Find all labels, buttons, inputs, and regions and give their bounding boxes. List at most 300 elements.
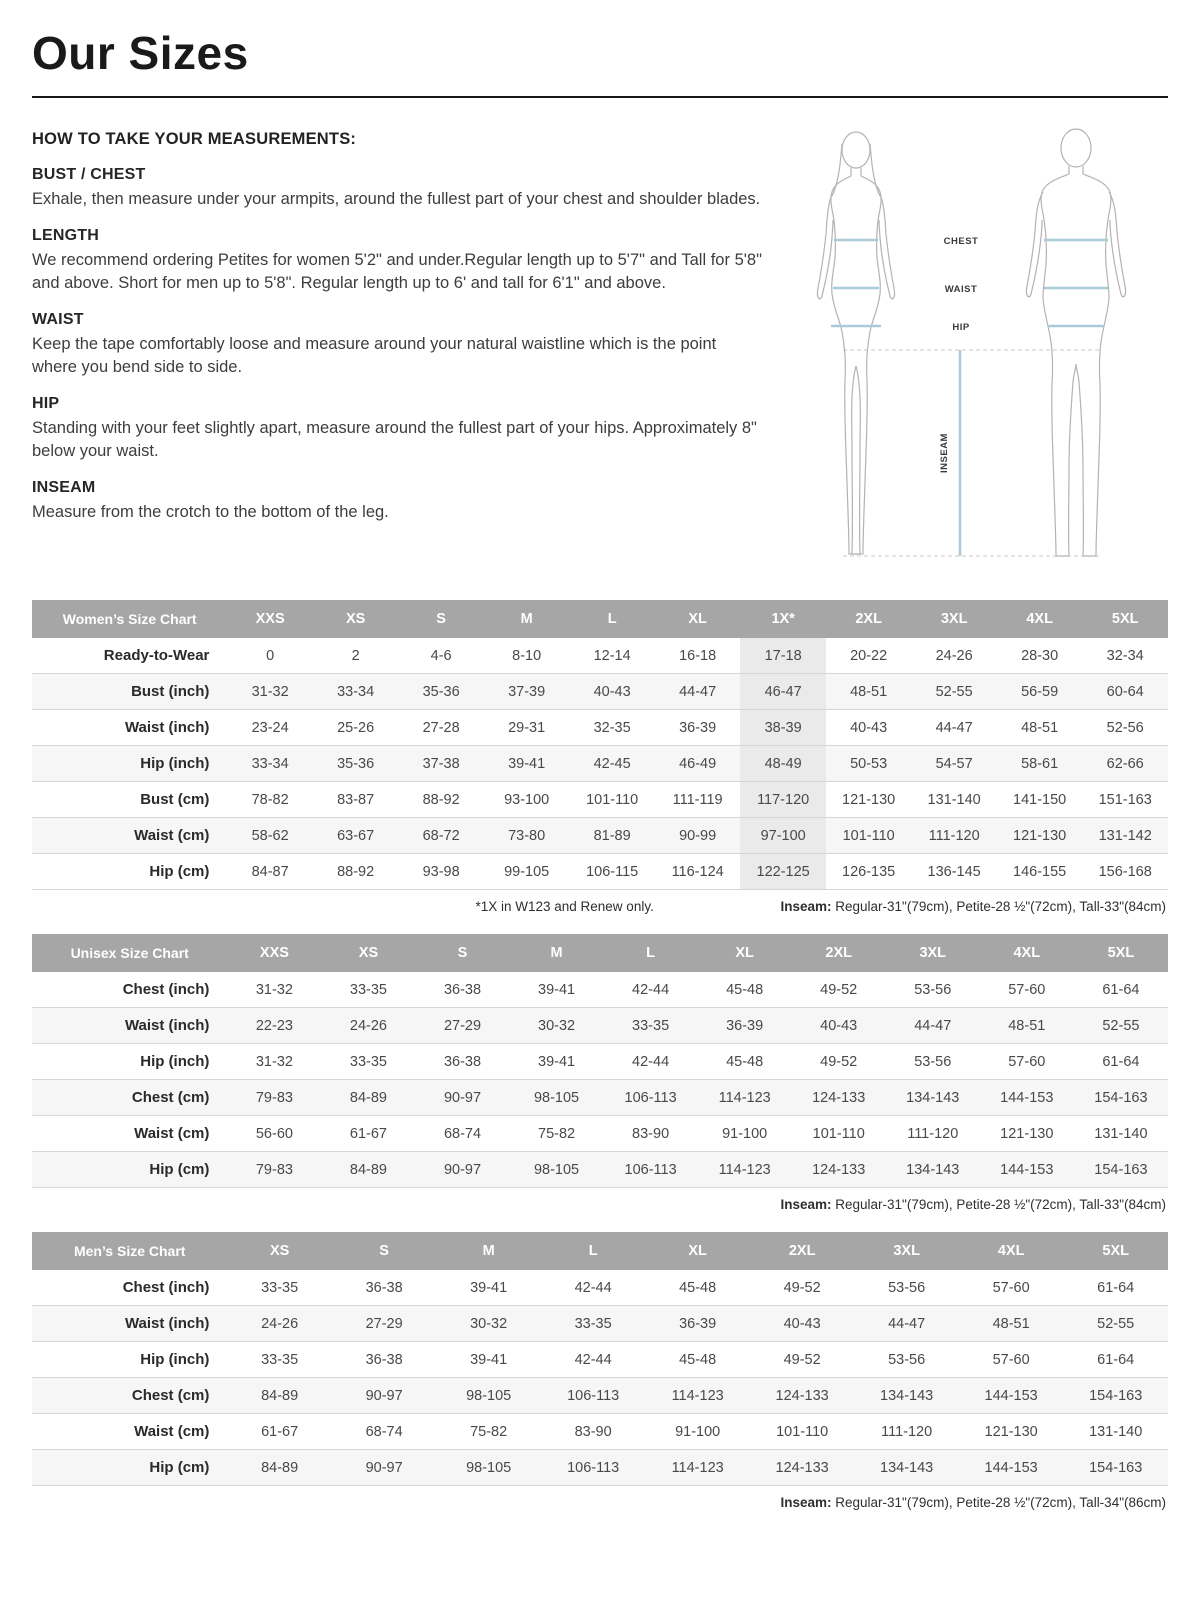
column-header: 5XL (1074, 934, 1168, 972)
column-header: M (510, 934, 604, 972)
size-cell: 27-29 (332, 1306, 437, 1342)
table-row (32, 1450, 1168, 1486)
column-header: L (604, 934, 698, 972)
size-cell: 4-6 (398, 638, 484, 674)
size-cell: 39-41 (510, 972, 604, 1008)
footnote-inseam (780, 1495, 1166, 1510)
size-cell: 97-100 (740, 818, 826, 854)
size-cell: 16-18 (655, 638, 741, 674)
size-cell: 48-51 (997, 710, 1083, 746)
size-cell: 2 (313, 638, 399, 674)
woman-figure (817, 132, 894, 554)
size-cell: 84-89 (227, 1450, 332, 1486)
size-cell: 60-64 (1082, 674, 1168, 710)
size-cell: 141-150 (997, 782, 1083, 818)
size-cell: 36-39 (698, 1008, 792, 1044)
size-cell: 114-123 (645, 1450, 750, 1486)
size-cell: 52-55 (1063, 1306, 1168, 1342)
table-row (32, 818, 1168, 854)
table-row (32, 972, 1168, 1008)
unisex-size-chart (32, 934, 1168, 1212)
size-cell: 98-105 (436, 1450, 541, 1486)
size-cell: 42-45 (569, 746, 655, 782)
size-cell: 90-97 (332, 1378, 437, 1414)
instruction-section-waist (32, 311, 762, 378)
size-cell: 91-100 (645, 1414, 750, 1450)
size-cell: 63-67 (313, 818, 399, 854)
size-cell: 90-97 (415, 1080, 509, 1116)
size-cell: 111-120 (886, 1116, 980, 1152)
size-cell: 84-89 (321, 1152, 415, 1188)
instruction-section-hip (32, 395, 762, 462)
table-row (32, 746, 1168, 782)
size-cell: 53-56 (854, 1270, 959, 1306)
size-cell: 61-67 (321, 1116, 415, 1152)
size-cell: 98-105 (510, 1080, 604, 1116)
size-cell: 52-55 (1074, 1008, 1168, 1044)
instruction-body: Measure from the crotch to the bottom of the leg. (32, 503, 389, 522)
row-label: Hip (cm) (32, 1152, 227, 1188)
size-cell: 30-32 (436, 1306, 541, 1342)
size-cell: 56-60 (227, 1116, 321, 1152)
column-header: 4XL (959, 1232, 1064, 1270)
size-cell: 122-125 (740, 854, 826, 890)
row-label: Hip (inch) (32, 1044, 227, 1080)
size-cell: 68-74 (332, 1414, 437, 1450)
size-cell: 56-59 (997, 674, 1083, 710)
size-cell: 53-56 (886, 1044, 980, 1080)
size-cell: 93-98 (398, 854, 484, 890)
table-row (32, 1116, 1168, 1152)
size-cell: 33-35 (227, 1270, 332, 1306)
size-cell: 36-38 (332, 1342, 437, 1378)
size-cell: 49-52 (792, 1044, 886, 1080)
row-label: Bust (cm) (32, 782, 227, 818)
size-cell: 49-52 (750, 1270, 855, 1306)
size-cell: 101-110 (792, 1116, 886, 1152)
size-cell: 36-38 (332, 1270, 437, 1306)
column-header: L (569, 600, 655, 638)
size-cell: 53-56 (854, 1342, 959, 1378)
size-cell: 90-97 (332, 1450, 437, 1486)
size-cell: 88-92 (398, 782, 484, 818)
size-cell: 61-67 (227, 1414, 332, 1450)
inseam-footnote-label: Inseam: (780, 1495, 832, 1510)
size-cell: 84-89 (227, 1378, 332, 1414)
size-cell: 33-35 (321, 1044, 415, 1080)
size-cell: 106-115 (569, 854, 655, 890)
man-figure (1026, 129, 1125, 556)
column-header: M (436, 1232, 541, 1270)
size-cell: 24-26 (227, 1306, 332, 1342)
instruction-body: Exhale, then measure under your armpits, around the fullest part of your chest and shoulder blades. (32, 190, 761, 208)
size-cell: 27-28 (398, 710, 484, 746)
row-label: Waist (cm) (32, 1116, 227, 1152)
size-cell: 39-41 (510, 1044, 604, 1080)
column-header: 3XL (911, 600, 997, 638)
size-cell: 58-61 (997, 746, 1083, 782)
table-row (32, 1270, 1168, 1306)
size-cell: 31-32 (227, 674, 313, 710)
column-header: XXS (227, 600, 313, 638)
size-cell: 124-133 (750, 1450, 855, 1486)
column-header: 4XL (997, 600, 1083, 638)
size-cell: 37-39 (484, 674, 570, 710)
column-header: XXS (227, 934, 321, 972)
size-cell: 33-35 (604, 1008, 698, 1044)
row-label: Waist (inch) (32, 1008, 227, 1044)
size-cell: 61-64 (1063, 1270, 1168, 1306)
size-cell: 99-105 (484, 854, 570, 890)
row-label: Waist (inch) (32, 710, 227, 746)
size-cell: 32-35 (569, 710, 655, 746)
size-cell: 111-119 (655, 782, 741, 818)
column-header: 3XL (886, 934, 980, 972)
size-cell: 49-52 (750, 1342, 855, 1378)
row-label: Chest (inch) (32, 972, 227, 1008)
column-header: 4XL (980, 934, 1074, 972)
table-row (32, 1080, 1168, 1116)
table-title: Women’s Size Chart (32, 600, 227, 638)
size-cell: 46-49 (655, 746, 741, 782)
size-cell: 20-22 (826, 638, 912, 674)
size-cell: 111-120 (854, 1414, 959, 1450)
size-cell: 44-47 (655, 674, 741, 710)
size-cell: 35-36 (313, 746, 399, 782)
size-cell: 75-82 (510, 1116, 604, 1152)
size-cell: 45-48 (698, 972, 792, 1008)
womens-size-chart (32, 600, 1168, 914)
size-cell: 30-32 (510, 1008, 604, 1044)
row-label: Waist (inch) (32, 1306, 227, 1342)
instruction-section-length (32, 227, 762, 294)
column-header: XL (645, 1232, 750, 1270)
column-header: S (332, 1232, 437, 1270)
size-cell: 45-48 (698, 1044, 792, 1080)
column-header: XS (227, 1232, 332, 1270)
column-header: 3XL (854, 1232, 959, 1270)
row-label: Waist (cm) (32, 1414, 227, 1450)
size-cell: 124-133 (750, 1378, 855, 1414)
womens-footnotes (34, 899, 1166, 914)
size-cell: 31-32 (227, 972, 321, 1008)
size-cell: 17-18 (740, 638, 826, 674)
unisex-size-table (32, 934, 1168, 1188)
size-cell: 48-51 (826, 674, 912, 710)
size-cell: 124-133 (792, 1080, 886, 1116)
mens-footnotes (34, 1495, 1166, 1510)
row-label: Chest (cm) (32, 1378, 227, 1414)
size-cell: 52-56 (1082, 710, 1168, 746)
size-cell: 121-130 (826, 782, 912, 818)
size-cell: 61-64 (1074, 972, 1168, 1008)
footnote-inseam (780, 899, 1166, 914)
size-cell: 39-41 (436, 1342, 541, 1378)
size-cell: 144-153 (980, 1152, 1074, 1188)
row-label: Hip (cm) (32, 854, 227, 890)
row-label: Hip (inch) (32, 746, 227, 782)
table-row (32, 1152, 1168, 1188)
size-cell: 131-140 (1063, 1414, 1168, 1450)
size-cell: 106-113 (541, 1450, 646, 1486)
size-cell: 93-100 (484, 782, 570, 818)
size-cell: 114-123 (698, 1152, 792, 1188)
size-cell: 131-140 (911, 782, 997, 818)
size-cell: 79-83 (227, 1080, 321, 1116)
size-cell: 33-34 (313, 674, 399, 710)
size-cell: 36-38 (415, 972, 509, 1008)
size-cell: 121-130 (959, 1414, 1064, 1450)
instruction-body: Keep the tape comfortably loose and measure around your natural waistline which is the point where you bend side to side. (32, 335, 717, 376)
size-cell: 124-133 (792, 1152, 886, 1188)
row-label: Waist (cm) (32, 818, 227, 854)
row-label: Ready-to-Wear (32, 638, 227, 674)
size-cell: 8-10 (484, 638, 570, 674)
table-row (32, 1044, 1168, 1080)
size-cell: 39-41 (436, 1270, 541, 1306)
table-title: Men’s Size Chart (32, 1232, 227, 1270)
page-title: Our Sizes (32, 27, 249, 79)
table-row (32, 782, 1168, 818)
size-cell: 83-90 (604, 1116, 698, 1152)
size-cell: 24-26 (911, 638, 997, 674)
size-cell: 57-60 (980, 972, 1074, 1008)
table-row (32, 1306, 1168, 1342)
mens-size-table (32, 1232, 1168, 1486)
inseam-label: INSEAM (939, 433, 950, 473)
size-cell: 42-44 (604, 1044, 698, 1080)
size-cell: 144-153 (959, 1378, 1064, 1414)
size-cell: 156-168 (1082, 854, 1168, 890)
size-cell: 62-66 (1082, 746, 1168, 782)
size-cell: 73-80 (484, 818, 570, 854)
row-label: Chest (inch) (32, 1270, 227, 1306)
inseam-footnote-text: Regular-31"(79cm), Petite-28 ½"(72cm), Tall-33"(84cm) (831, 899, 1166, 914)
instruction-title: INSEAM (32, 479, 96, 497)
column-header: 5XL (1063, 1232, 1168, 1270)
size-cell: 116-124 (655, 854, 741, 890)
size-cell: 146-155 (997, 854, 1083, 890)
size-cell: 61-64 (1063, 1342, 1168, 1378)
size-cell: 90-97 (415, 1152, 509, 1188)
size-cell: 101-110 (750, 1414, 855, 1450)
size-cell: 35-36 (398, 674, 484, 710)
size-cell: 78-82 (227, 782, 313, 818)
size-cell: 101-110 (569, 782, 655, 818)
size-cell: 36-39 (655, 710, 741, 746)
size-cell: 114-123 (645, 1378, 750, 1414)
column-header: XL (698, 934, 792, 972)
table-row (32, 674, 1168, 710)
size-cell: 27-29 (415, 1008, 509, 1044)
size-cell: 58-62 (227, 818, 313, 854)
figure-area (772, 120, 1168, 572)
size-cell: 121-130 (980, 1116, 1074, 1152)
size-cell: 154-163 (1074, 1152, 1168, 1188)
size-cell: 48-51 (980, 1008, 1074, 1044)
footnote-1x: *1X in W123 and Renew only. (475, 899, 654, 914)
column-header: XS (313, 600, 399, 638)
size-cell: 81-89 (569, 818, 655, 854)
size-cell: 106-113 (604, 1080, 698, 1116)
size-cell: 111-120 (911, 818, 997, 854)
waist-label: WAIST (944, 284, 978, 295)
size-cell: 38-39 (740, 710, 826, 746)
size-cell: 90-99 (655, 818, 741, 854)
hip-label: HIP (952, 322, 970, 333)
size-cell: 98-105 (510, 1152, 604, 1188)
size-cell: 106-113 (541, 1378, 646, 1414)
column-header: 1X* (740, 600, 826, 638)
table-row (32, 1008, 1168, 1044)
size-cell: 57-60 (959, 1270, 1064, 1306)
title-divider (32, 96, 1168, 98)
instruction-title: HIP (32, 395, 60, 413)
size-cell: 144-153 (959, 1450, 1064, 1486)
table-row (32, 638, 1168, 674)
size-cell: 68-74 (415, 1116, 509, 1152)
size-cell: 53-56 (886, 972, 980, 1008)
size-cell: 46-47 (740, 674, 826, 710)
size-cell: 57-60 (959, 1342, 1064, 1378)
size-cell: 83-90 (541, 1414, 646, 1450)
size-cell: 57-60 (980, 1044, 1074, 1080)
size-cell: 61-64 (1074, 1044, 1168, 1080)
measurement-instructions (32, 120, 772, 572)
size-cell: 134-143 (886, 1152, 980, 1188)
size-cell: 25-26 (313, 710, 399, 746)
mens-size-chart (32, 1232, 1168, 1510)
size-cell: 151-163 (1082, 782, 1168, 818)
size-cell: 12-14 (569, 638, 655, 674)
size-cell: 131-142 (1082, 818, 1168, 854)
measurement-section (32, 120, 1168, 572)
size-cell: 40-43 (826, 710, 912, 746)
size-cell: 22-23 (227, 1008, 321, 1044)
inseam-footnote-text: Regular-31"(79cm), Petite-28 ½"(72cm), Tall-33"(84cm) (831, 1197, 1166, 1212)
size-cell: 106-113 (604, 1152, 698, 1188)
size-cell: 24-26 (321, 1008, 415, 1044)
size-cell: 54-57 (911, 746, 997, 782)
table-row (32, 1342, 1168, 1378)
column-header: 2XL (826, 600, 912, 638)
table-row (32, 710, 1168, 746)
size-cell: 40-43 (569, 674, 655, 710)
column-header: M (484, 600, 570, 638)
instruction-section-bust (32, 166, 762, 210)
size-cell: 154-163 (1063, 1378, 1168, 1414)
size-cell: 121-130 (997, 818, 1083, 854)
column-header: 5XL (1082, 600, 1168, 638)
size-cell: 79-83 (227, 1152, 321, 1188)
size-cell: 29-31 (484, 710, 570, 746)
column-header: XL (655, 600, 741, 638)
table-row (32, 854, 1168, 890)
size-cell: 50-53 (826, 746, 912, 782)
size-cell: 126-135 (826, 854, 912, 890)
size-cell: 36-39 (645, 1306, 750, 1342)
size-cell: 98-105 (436, 1378, 541, 1414)
inseam-footnote-label: Inseam: (780, 1197, 832, 1212)
column-header: S (415, 934, 509, 972)
size-cell: 131-140 (1074, 1116, 1168, 1152)
column-header: S (398, 600, 484, 638)
column-header: XS (321, 934, 415, 972)
size-cell: 33-34 (227, 746, 313, 782)
size-cell: 40-43 (792, 1008, 886, 1044)
size-cell: 48-49 (740, 746, 826, 782)
size-cell: 0 (227, 638, 313, 674)
size-cell: 68-72 (398, 818, 484, 854)
column-header: 2XL (792, 934, 886, 972)
row-label: Hip (inch) (32, 1342, 227, 1378)
size-cell: 134-143 (854, 1378, 959, 1414)
size-cell: 44-47 (911, 710, 997, 746)
size-cell: 40-43 (750, 1306, 855, 1342)
unisex-footnotes (34, 1197, 1166, 1212)
size-cell: 31-32 (227, 1044, 321, 1080)
row-label: Chest (cm) (32, 1080, 227, 1116)
chest-label: CHEST (943, 236, 979, 247)
size-cell: 28-30 (997, 638, 1083, 674)
size-cell: 37-38 (398, 746, 484, 782)
size-cell: 117-120 (740, 782, 826, 818)
size-cell: 42-44 (541, 1342, 646, 1378)
size-cell: 88-92 (313, 854, 399, 890)
instruction-title: WAIST (32, 311, 84, 329)
inseam-footnote-label: Inseam: (780, 899, 832, 914)
size-guide-illustration (788, 120, 1168, 572)
instructions-heading: HOW TO TAKE YOUR MEASUREMENTS: (32, 130, 357, 148)
size-cell: 42-44 (541, 1270, 646, 1306)
size-cell: 42-44 (604, 972, 698, 1008)
table-row (32, 1414, 1168, 1450)
size-cell: 136-145 (911, 854, 997, 890)
size-cell: 134-143 (886, 1080, 980, 1116)
footnote-inseam (780, 1197, 1166, 1212)
instruction-body: We recommend ordering Petites for women 5'2" and under.Regular length up to 5'7" and Tall for 5'8" and above. Short for men up to 5'8". Regular length up to 6' and tall for 6'1" and above. (32, 251, 762, 292)
inseam-footnote-text: Regular-31"(79cm), Petite-28 ½"(72cm), Tall-34"(86cm) (831, 1495, 1166, 1510)
instruction-section-inseam (32, 479, 762, 523)
table-title: Unisex Size Chart (32, 934, 227, 972)
size-cell: 83-87 (313, 782, 399, 818)
column-header: L (541, 1232, 646, 1270)
size-cell: 49-52 (792, 972, 886, 1008)
size-cell: 44-47 (854, 1306, 959, 1342)
row-label: Bust (inch) (32, 674, 227, 710)
size-cell: 44-47 (886, 1008, 980, 1044)
size-cell: 75-82 (436, 1414, 541, 1450)
size-cell: 154-163 (1074, 1080, 1168, 1116)
size-cell: 33-35 (321, 972, 415, 1008)
size-cell: 33-35 (541, 1306, 646, 1342)
size-cell: 39-41 (484, 746, 570, 782)
instruction-body: Standing with your feet slightly apart, measure around the fullest part of your hips. Approximately 8" below your waist. (32, 419, 757, 460)
size-cell: 52-55 (911, 674, 997, 710)
instruction-title: LENGTH (32, 227, 99, 245)
size-cell: 23-24 (227, 710, 313, 746)
size-cell: 45-48 (645, 1270, 750, 1306)
instruction-title: BUST / CHEST (32, 166, 146, 183)
size-cell: 33-35 (227, 1342, 332, 1378)
row-label: Hip (cm) (32, 1450, 227, 1486)
size-cell: 84-87 (227, 854, 313, 890)
size-cell: 32-34 (1082, 638, 1168, 674)
table-row (32, 1378, 1168, 1414)
womens-size-table (32, 600, 1168, 890)
size-cell: 84-89 (321, 1080, 415, 1116)
column-header: 2XL (750, 1232, 855, 1270)
